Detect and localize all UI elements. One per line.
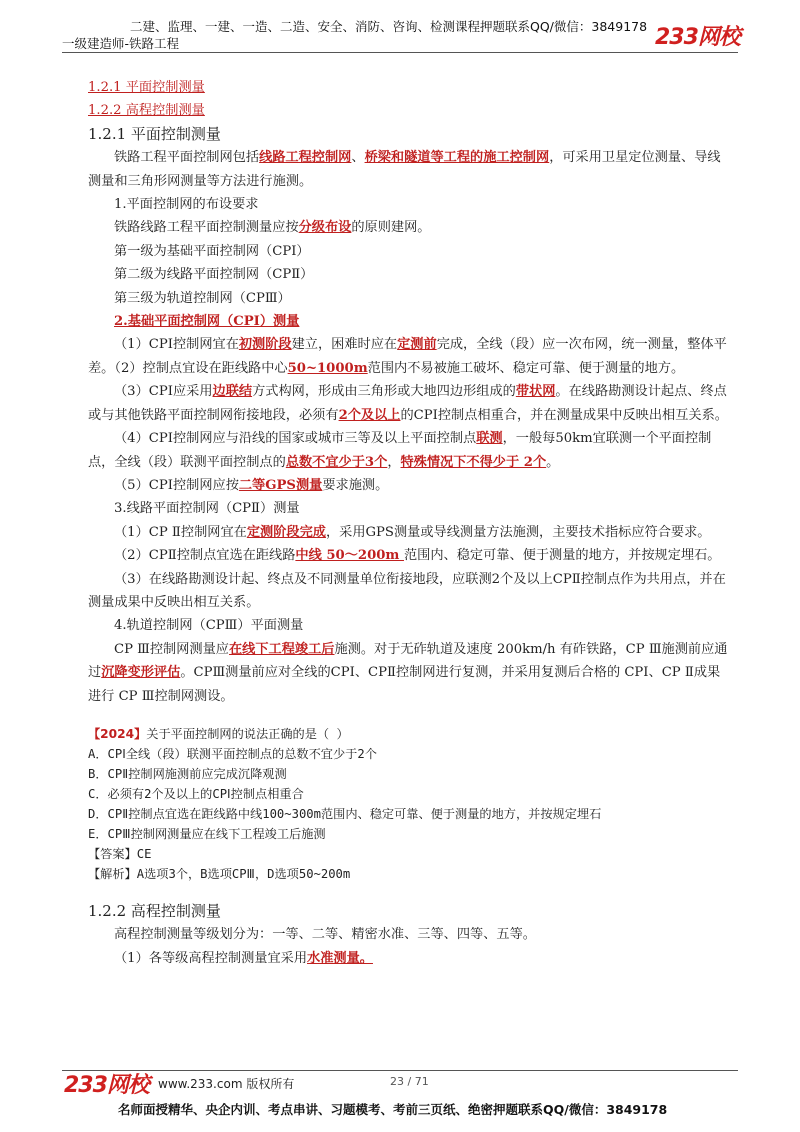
page-number: 23 / 71 bbox=[390, 1075, 429, 1088]
footer-site[interactable]: www.233.com 版权所有 bbox=[158, 1077, 295, 1091]
paragraph-cp3: CP Ⅲ控制网测量应在线下工程竣工后施测。对于无砟轨道及速度 200km/h 有砟铁路，CP Ⅲ施测前应通过沉降变形评估。CPⅢ测量前应对全线的CPⅠ、CPⅡ控制网进行复测，并采用复测后合格的 CPⅠ、CP Ⅱ成果进行 CP Ⅲ控制网测设。 bbox=[88, 641, 728, 704]
option-d: D．CPⅡ控制点宜选在距线路中线100~300m范围内、稳定可靠、便于测量的地方，并按规定埋石 bbox=[88, 806, 602, 821]
question-stem: 【2024】关于平面控制网的说法正确的是（ ） bbox=[88, 726, 349, 741]
option-c: C．必须有2个及以上的CPⅠ控制点相重合 bbox=[88, 786, 304, 801]
footer-divider bbox=[62, 1070, 738, 1071]
paragraph-cp2-1: （1）CP Ⅱ控制网宜在定测阶段完成，采用GPS测量或导线测量方法施测，主要技术指标应符合要求。 bbox=[114, 524, 711, 540]
footer-contact-line: 名师面授精华、央企内训、考点串讲、习题模考、考前三页纸、绝密押题联系QQ/微信：3849178 bbox=[118, 1102, 668, 1117]
exam-question bbox=[88, 724, 728, 884]
paragraph-intro: 铁路工程平面控制网包括线路工程控制网、桥梁和隧道等工程的施工控制网，可采用卫星定位测量、导线测量和三角形网测量等方法进行施测。 bbox=[88, 150, 721, 189]
paragraph-cp2-3: （3）在线路勘测设计起、终点及不同测量单位衔接地段，应联测2个及以上CPⅡ控制点作为共用点，并在测量成果中反映出相互关系。 bbox=[88, 571, 726, 610]
level-3-item: 第三级为轨道控制网（CPⅢ） bbox=[114, 290, 291, 306]
section-title-planar: 1.2.1 平面控制测量 bbox=[88, 124, 221, 143]
header-logo: 233网校 bbox=[655, 25, 740, 50]
paragraph-cp1-1: （1）CPⅠ控制网宜在初测阶段建立，困难时应在定测前完成，全线（段）应一次布网，统一测量，整体平差。（2）控制点宜设在距线路中心50~1000m范围内不易被施工破坏、稳定可靠、便于测量的地方。 bbox=[88, 337, 727, 376]
toc-link-planar[interactable]: 1.2.1 平面控制测量 bbox=[88, 80, 205, 95]
paragraph-cp1-3: （3）CPⅠ应采用边联结方式构网，形成由三角形或大地四边形组成的带状网。在线路勘测设计起点、终点或与其他铁路平面控制网衔接地段，必须有2个及以上的CPⅠ控制点相重合，并在测量成果中反映出相互关系。 bbox=[88, 384, 728, 423]
footer-logo: 233网校 bbox=[64, 1073, 149, 1098]
paragraph-elevation-grades: 高程控制测量等级划分为：一等、二等、精密水准、三等、四等、五等。 bbox=[114, 927, 536, 943]
heading-cp3: 4.轨道控制网（CPⅢ）平面测量 bbox=[114, 618, 304, 634]
header-subtitle: 一级建造师-铁路工程 bbox=[62, 36, 180, 51]
toc-link-elevation[interactable]: 1.2.2 高程控制测量 bbox=[88, 103, 205, 119]
heading-cp1: 2.基础平面控制网（CPⅠ）测量 bbox=[114, 314, 300, 330]
paragraph-elevation-method: （1）各等级高程控制测量宜采用水准测量。 bbox=[114, 950, 373, 966]
option-e: E．CPⅢ控制网测量应在线下工程竣工后施测 bbox=[88, 826, 326, 841]
paragraph-graded-layout: 铁路线路工程平面控制测量应按分级布设的原则建网。 bbox=[114, 220, 431, 236]
heading-cp2: 3.线路平面控制网（CPⅡ）测量 bbox=[114, 501, 300, 517]
header-contact-line: 二建、监理、一建、一造、二造、安全、消防、咨询、检测课程押题联系QQ/微信：3849178 bbox=[130, 19, 648, 34]
option-b: B．CPⅡ控制网施测前应完成沉降观测 bbox=[88, 766, 287, 781]
option-a: A．CPⅠ全线（段）联测平面控制点的总数不宜少于2个 bbox=[88, 746, 377, 761]
answer: 【答案】CE bbox=[88, 846, 152, 861]
paragraph-cp1-5: （5）CPⅠ控制网应按二等GPS测量要求施测。 bbox=[114, 477, 389, 493]
page-content bbox=[88, 76, 728, 970]
analysis: 【解析】A选项3个，B选项CPⅢ，D选项50~200m bbox=[88, 866, 351, 881]
level-1-item: 第一级为基础平面控制网（CPⅠ） bbox=[114, 243, 310, 259]
paragraph-cp2-2: （2）CPⅡ控制点宜选在距线路中线 50～200m 范围内、稳定可靠、便于测量的地方，并按规定埋石。 bbox=[114, 548, 721, 564]
heading-layout-requirements: 1.平面控制网的布设要求 bbox=[114, 197, 259, 213]
section-title-elevation: 1.2.2 高程控制测量 bbox=[88, 901, 221, 920]
header-divider bbox=[62, 52, 738, 53]
paragraph-cp1-4: （4）CPⅠ控制网应与沿线的国家或城市三等及以上平面控制点联测，一般每50km宜联测一个平面控制点，全线（段）联测平面控制点的总数不宜少于3个，特殊情况下不得少于 2个。 bbox=[88, 431, 712, 470]
level-2-item: 第二级为线路平面控制网（CPⅡ） bbox=[114, 267, 314, 283]
